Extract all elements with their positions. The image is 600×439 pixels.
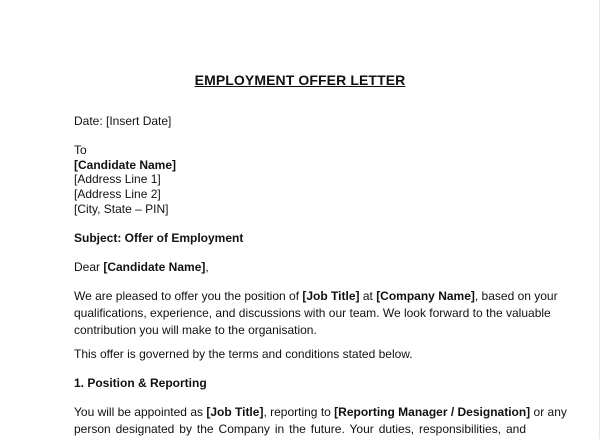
offer-paragraph-row-2: qualifications, experience, and discussions with our team. We look forward to the valuable: [74, 306, 551, 320]
candidate-name: [Candidate Name]: [74, 158, 177, 172]
date-line: Date: [Insert Date]: [74, 114, 172, 128]
position-text-e: or any: [530, 405, 567, 419]
city-state-pin: [City, State – PIN]: [74, 202, 169, 216]
position-job-title-placeholder: [Job Title]: [206, 405, 264, 419]
offer-text-a: We are pleased to offer you the position of: [74, 289, 303, 303]
position-paragraph-row-2: person designated by the Company in the future. Your duties, responsibilities, and: [74, 422, 526, 436]
greeting: [74, 259, 209, 276]
greeting-prefix: Dear: [74, 260, 104, 274]
document-title: EMPLOYMENT OFFER LETTER: [194, 72, 406, 88]
offer-paragraph-row-3: contribution you will make to the organisation.: [74, 323, 317, 337]
to-label: To: [74, 143, 87, 157]
offer-paragraph: [74, 288, 558, 339]
address-line-1: [Address Line 1]: [74, 172, 161, 186]
offer-paragraph-row-1: [74, 288, 558, 305]
offer-text-c: at: [359, 289, 377, 303]
position-paragraph-row-1: [74, 404, 567, 421]
address-line-2: [Address Line 2]: [74, 187, 161, 201]
position-text-c: , reporting to: [263, 405, 335, 419]
section-1-heading: 1. Position & Reporting: [74, 376, 207, 390]
reporting-manager-placeholder: [Reporting Manager / Designation]: [334, 405, 531, 419]
terms-paragraph: This offer is governed by the terms and conditions stated below.: [74, 347, 413, 361]
company-name-placeholder: [Company Name]: [376, 289, 475, 303]
job-title-placeholder: [Job Title]: [302, 289, 360, 303]
position-text-a: You will be appointed as: [74, 405, 207, 419]
offer-text-e: , based on your: [474, 289, 558, 303]
greeting-name: [Candidate Name]: [103, 260, 206, 274]
greeting-suffix: ,: [205, 260, 209, 274]
position-paragraph: [74, 404, 567, 438]
subject-line: Subject: Offer of Employment: [74, 231, 244, 245]
